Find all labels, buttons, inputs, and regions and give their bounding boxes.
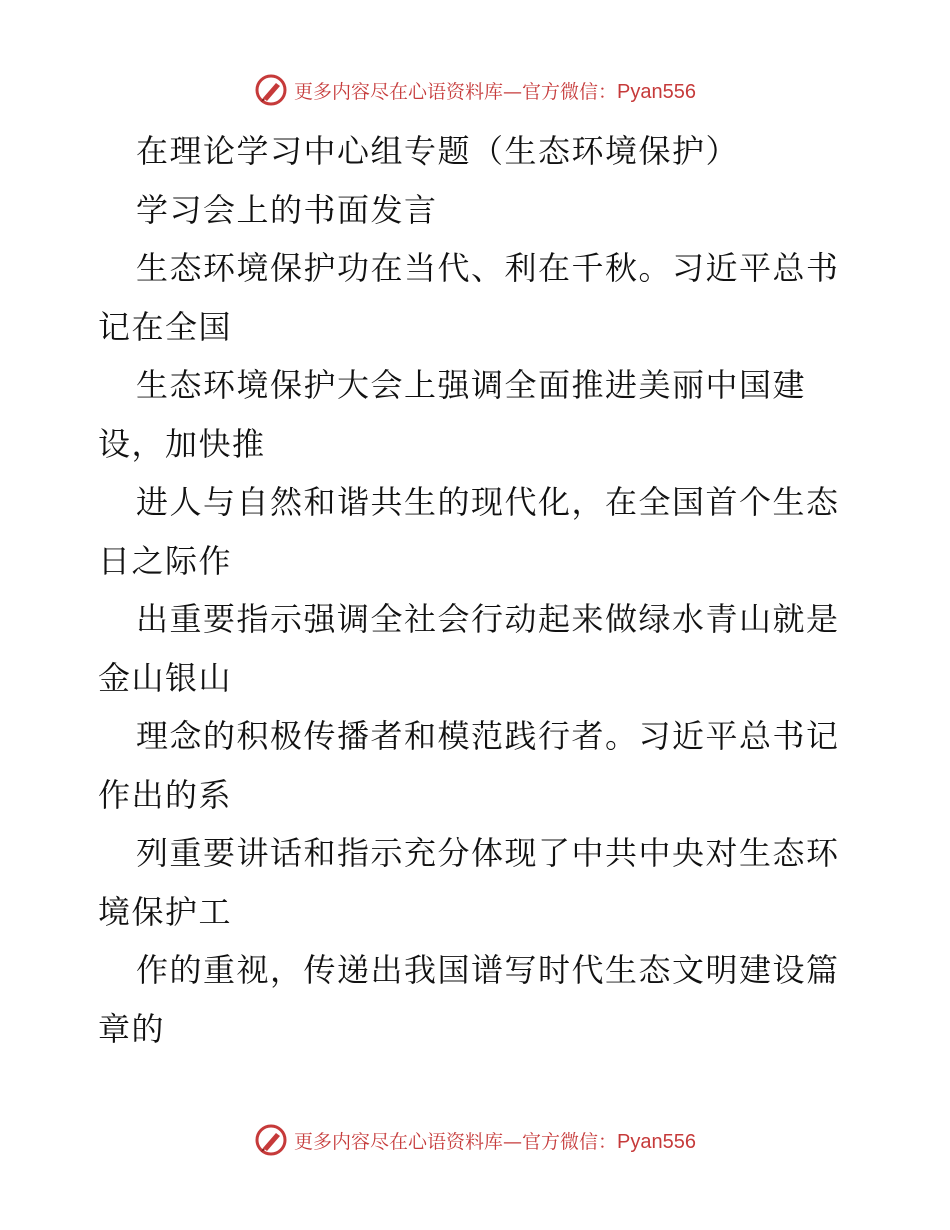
text-line: 日之际作 [98, 541, 233, 580]
watermark-text [294, 77, 696, 104]
text-line: 章的 [98, 1009, 166, 1048]
watermark-text [294, 1127, 696, 1154]
pen-logo-icon [254, 73, 288, 107]
header-watermark-banner [0, 70, 950, 110]
text-line: 境保护工 [98, 892, 233, 931]
text-line: 作的重视，传递出我国谱写时代生态文明建设篇 [136, 951, 840, 989]
text-line: 生态环境保护大会上强调全面推进美丽中国建 [136, 366, 807, 404]
watermark-wechat-id: Pyan556 [617, 80, 696, 103]
pen-logo-icon [254, 1123, 288, 1157]
text-line: 列重要讲话和指示充分体现了中共中央对生态环 [136, 834, 840, 872]
document-body [98, 122, 858, 1058]
text-line: 学习会上的书面发言 [136, 190, 438, 229]
text-line: 出重要指示强调全社会行动起来做绿水青山就是 [136, 600, 840, 638]
text-line: 记在全国 [98, 307, 233, 346]
watermark-wechat-id: Pyan556 [617, 1130, 696, 1153]
footer-watermark-banner [0, 1120, 950, 1160]
watermark-label: 更多内容尽在心语资料库—官方微信： [294, 1130, 618, 1153]
watermark-label: 更多内容尽在心语资料库—官方微信： [294, 80, 618, 103]
text-line: 进人与自然和谐共生的现代化，在全国首个生态 [136, 483, 840, 521]
text-line: 作出的系 [98, 775, 233, 814]
text-line: 金山银山 [98, 658, 233, 697]
text-line: 生态环境保护功在当代、利在千秋。习近平总书 [136, 249, 840, 287]
text-line: 设，加快推 [98, 424, 266, 463]
text-line: 理念的积极传播者和模范践行者。习近平总书记 [136, 717, 840, 755]
text-line: 在理论学习中心组专题（生态环境保护） [136, 132, 740, 170]
